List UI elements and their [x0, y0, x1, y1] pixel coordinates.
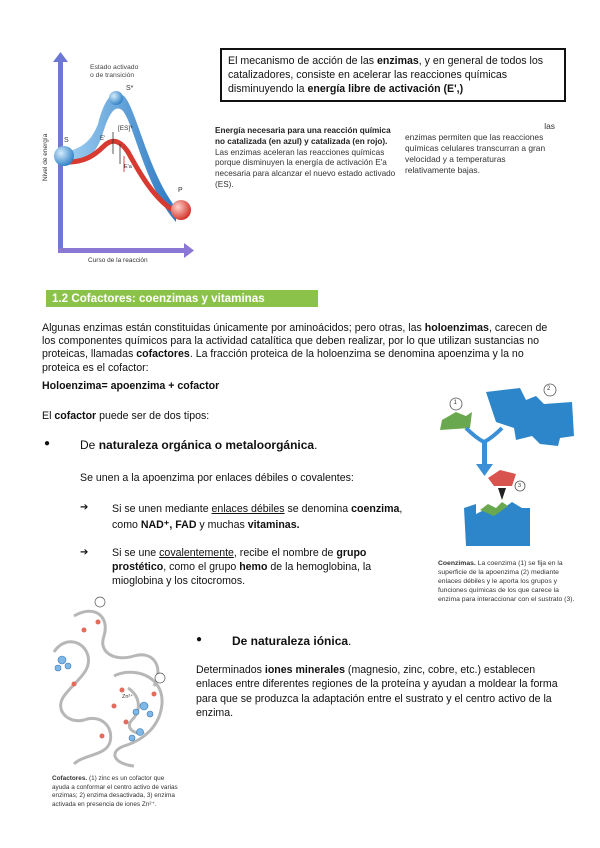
sub2-bold-1: grupo prostético: [112, 547, 367, 573]
coenzyme-caption-bold: Coenzimas.: [438, 560, 476, 567]
substrate-ball: [54, 146, 74, 166]
label-circle-1: [95, 597, 105, 607]
ionic-bold: iones minerales: [264, 664, 345, 676]
paragraph-ionic: [196, 663, 558, 721]
zn-label: Zn²⁺: [122, 694, 134, 700]
coenzyme-caption-text: La coenzima (1) se fija en la superficie de la apoenzima (2) mediante enlaces débiles y le aporta los grupos y funciones químicas de los que carece la enzima para interaccionar con el sustrato (3).: [438, 560, 575, 603]
merge-arrow: [466, 428, 502, 442]
y-axis-arrow-icon: [53, 52, 68, 62]
intro-bold-2: energía libre de activación (E',): [307, 83, 464, 95]
product-ball: [171, 200, 191, 220]
sub2-text-1: Si se une: [112, 547, 160, 559]
formula: Holoenzima= apoenzima + cofactor: [42, 380, 220, 392]
intro-bold-1: enzimas: [376, 55, 419, 67]
coenzyme-figure-svg: [436, 382, 576, 558]
sub2-text-2: , recibe el nombre de: [233, 547, 337, 559]
apoenzyme-top: [486, 388, 574, 446]
bullet1-text-2: .: [314, 438, 318, 452]
sub1-bold-3: vitaminas.: [247, 519, 300, 531]
state-label: Estado activado o de transición: [90, 64, 139, 79]
sub2-text-4: de la hemoglobina, la mioglobina y los citocromos.: [112, 561, 372, 587]
merge-arrow-head-icon: [476, 464, 493, 476]
sub2-bold-2: hemo: [239, 561, 268, 573]
para1-bold-1: holoenzimas: [424, 322, 489, 334]
energy-diagram: [40, 52, 198, 267]
bullet-organic-symbol: ●: [44, 438, 51, 449]
para1-text-3: . La fracción proteica de la holoenzima se denomina apoenzima y la no proteica es el cofactor:: [42, 348, 524, 374]
sub-coenzyme: [112, 501, 432, 533]
sub2-text-3: , como el grupo: [163, 561, 240, 573]
cofactor-types: [42, 410, 209, 423]
transition-ball: [109, 91, 123, 105]
cofactor-types-text-1: El: [42, 410, 55, 422]
fig-number-3: 3: [518, 483, 522, 489]
side-note-line1: las: [544, 121, 555, 131]
substrate-shape: [488, 470, 516, 486]
merge-arrow-shaft: [482, 440, 487, 466]
sub1-text-5: y muchas: [196, 519, 248, 531]
coenzyme-caption: [438, 559, 578, 604]
x-axis-arrow-icon: [184, 243, 194, 258]
energy-caption: [215, 126, 397, 191]
x-axis-label: Curso de la reacción: [88, 257, 148, 264]
p-label: P: [178, 187, 183, 194]
para1-text-1: Algunas enzimas están constituidas únicamente por aminoácidos; pero otras, las: [42, 322, 425, 334]
cofactor-caption: [52, 775, 178, 809]
side-note-text: enzimas permiten que las reacciones químicas celulares transcurran a gran velocidad y a temperaturas relativamente bajas.: [405, 132, 546, 175]
bullet2-bold: De naturaleza iónica: [232, 634, 349, 648]
para1-bold-2: cofactores: [136, 348, 190, 361]
e-label: E': [100, 136, 106, 142]
energy-diagram-svg: [40, 52, 198, 267]
fig-number-2: 2: [547, 386, 551, 392]
ea-label: E'a: [124, 164, 132, 170]
intro-text-1: El mecanismo de acción de las: [228, 55, 377, 67]
intro-text-2: , y en general de todos los catalizadores, consiste en acelerar las reacciones químicas disminuyendo la: [228, 55, 544, 95]
es-label: [ES]*: [118, 125, 133, 132]
sub1-text-3: ,: [399, 503, 403, 515]
fig-number-1: 1: [453, 400, 457, 406]
paragraph-holoenzymes: [42, 322, 552, 375]
sub1-bold-2: NAD⁺, FAD: [140, 519, 197, 531]
bullet-organic: [80, 438, 317, 452]
sub1-text-1: Si se unen mediante: [112, 503, 212, 515]
cofactor-types-bold: cofactor: [54, 410, 97, 422]
ionic-text-2: (magnesio, zinc, cobre, etc.) establecen enlaces entre diferentes regiones de la proteína y ayudan a moldear la forma para que se produzca la adaptación entre el sustrato y el centro activo de la enzima.: [196, 664, 558, 720]
cofactor-caption-text: (1) zinc es un cofactor que ayuda a conformar el centro activo de varias enzimas; 2) enzima desactivada, 3) enzima activada en presencia de iones Zn²⁺.: [52, 775, 178, 808]
sub2-arrow-icon: ➔: [80, 547, 89, 558]
sub-prosthetic: [112, 546, 412, 588]
y-axis-label: Nivel de energía: [42, 133, 49, 181]
cofactor-caption-bold: Cofactores.: [52, 775, 88, 782]
bullet2-text: .: [348, 634, 352, 648]
bullet-ionic: [232, 634, 351, 648]
sub1-bold-1: coenzima: [351, 503, 400, 515]
energy-caption-bold: Energía necesaria para una reacción química no catalizada (en azul) y catalizada (en rojo).: [215, 126, 391, 146]
s-star-label: S*: [126, 85, 134, 92]
sub2-underline: covalentemente: [159, 547, 234, 559]
para1-text-2: , carecen de los componentes químicos para la actividad catalítica que deben realizar, por lo que utilizan sustancias no proteicas, llamadas: [42, 322, 548, 361]
intro-box: [220, 48, 566, 102]
x-axis: [58, 248, 186, 253]
energy-caption-text: Las enzimas aceleran las reacciones químicas porque disminuyen la energía de activación E'a necesaria para alcanzar el nuevo estado activado (ES).: [215, 147, 396, 189]
label-circle-2: [155, 673, 165, 683]
sub1-text-2: se denomina: [284, 503, 352, 515]
bullet1-bold: naturaleza orgánica o metaloorgánica: [98, 438, 315, 452]
bullet1-text-1: De: [80, 438, 99, 452]
s-label: S: [64, 137, 69, 144]
cofactor-figure-svg: [44, 596, 176, 768]
small-arrow-icon: [498, 488, 506, 500]
sub1-arrow-icon: ➔: [80, 502, 89, 513]
bullet-ionic-symbol: ●: [196, 634, 203, 645]
ionic-text-1: Determinados: [196, 664, 265, 676]
sub1-text-4: como: [112, 519, 141, 531]
side-note: [405, 121, 555, 176]
section-title: 1.2 Cofactores: coenzimas y vitaminas: [46, 290, 318, 307]
sub1-underline: enlaces débiles: [211, 503, 285, 515]
coenzyme-figure: [436, 382, 576, 558]
cofactor-types-text-2: puede ser de dos tipos:: [96, 410, 210, 422]
bullet-organic-text: Se unen a la apoenzima por enlaces débiles o covalentes:: [80, 472, 354, 484]
cofactor-figure: [44, 596, 176, 768]
